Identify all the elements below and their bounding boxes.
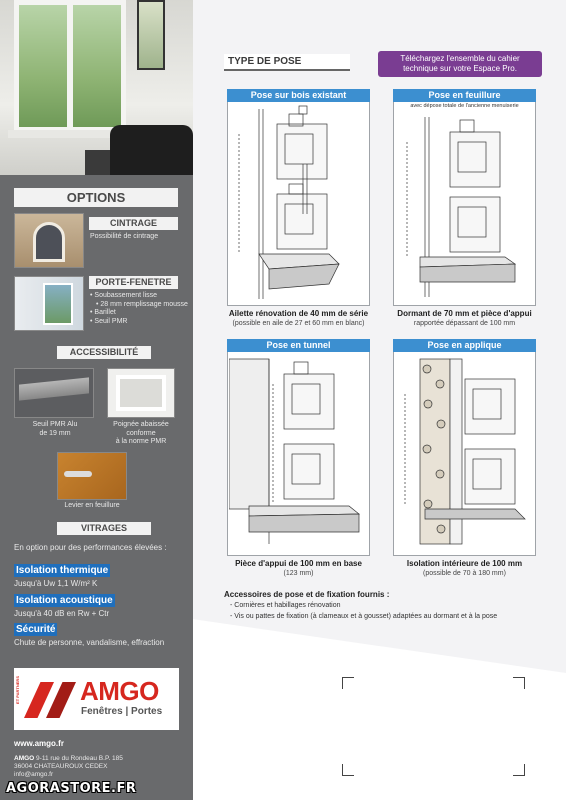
accessories-line: - Cornières et habillages rénovation	[230, 602, 341, 609]
panel-caption: Dormant de 70 mm et pièce d'appui rapportée dépassant de 100 mm	[397, 309, 532, 327]
poignee-photo	[107, 368, 175, 418]
crop-mark	[513, 764, 525, 776]
website-link[interactable]: www.amgo.fr	[14, 739, 64, 748]
accessories-title: Accessoires de pose et de fixation fournis :	[224, 590, 390, 599]
crop-mark	[342, 677, 354, 689]
logo-name: AMGO	[80, 676, 159, 706]
securite-label: Sécurité	[16, 624, 56, 635]
porte-fenetre-photo	[14, 276, 84, 331]
crop-mark	[342, 764, 354, 776]
address-block: AMGO 9-11 rue du Rondeau B.P. 185 36004 CHATEAUROUX CEDEX info@amgo.fr	[14, 755, 123, 778]
logo-tagline: Fenêtres | Portes	[81, 706, 163, 717]
accessibilite-title: ACCESSIBILITÉ	[57, 346, 151, 359]
panel-caption: Ailette rénovation de 40 mm de série (possible en aile de 27 et 60 mm en blanc)	[228, 309, 369, 327]
section-drawing-3	[229, 354, 368, 554]
section-drawing-4	[395, 354, 534, 554]
list-item: • Soubassement lisse	[90, 292, 188, 301]
porte-fenetre-list	[90, 292, 188, 326]
panel-caption: Isolation intérieure de 100 mm (possible de 70 à 180 mm)	[406, 559, 523, 577]
accessories-line: - Vis ou pattes de fixation (à clameaux et à gousset) adaptées au dormant et à la pose	[230, 613, 498, 620]
panel-head: Pose en applique	[393, 339, 536, 352]
section-drawing-1	[229, 104, 368, 304]
seuil-photo	[14, 368, 94, 418]
cintrage-text: Possibilité de cintrage	[90, 233, 159, 240]
vitrages-title: VITRAGES	[57, 522, 151, 535]
left-sidebar	[0, 0, 193, 800]
levier-photo	[57, 452, 127, 500]
list-item: • Barillet	[90, 309, 188, 318]
securite-value: Chute de personne, vandalisme, effraction	[14, 638, 165, 647]
panel-head: Pose en tunnel	[227, 339, 370, 352]
panel-head: Pose sur bois existant	[227, 89, 370, 102]
download-banner[interactable]: Téléchargez l'ensemble du cahier technique sur votre Espace Pro.	[378, 51, 542, 77]
cintrage-title: CINTRAGE	[89, 217, 178, 230]
amgo-logo: ET PARTNERS AMGO Fenêtres | Portes	[14, 668, 179, 730]
levier-caption: Levier en feuillure	[64, 502, 120, 509]
section-drawing-2	[395, 112, 534, 304]
seuil-caption: Seuil PMR Alu de 19 mm	[32, 421, 78, 437]
list-item: • Seuil PMR	[90, 318, 188, 327]
vitrages-intro: En option pour des performances élevées :	[14, 543, 167, 552]
type-de-pose-title: TYPE DE POSE	[224, 54, 350, 70]
watermark: AGORASTORE.FR	[6, 781, 137, 796]
isolation-acoustique-value: Jusqu'à 40 dB en Rw + Ctr	[14, 609, 110, 618]
panel-head: Pose en feuillure	[393, 89, 536, 102]
panel-subtitle: avec dépose totale de l'ancienne menuiserie	[410, 103, 519, 109]
cintrage-photo	[14, 213, 84, 268]
isolation-thermique-value: Jusqu'à Uw 1,1 W/m² K	[14, 579, 98, 588]
interior-photo	[0, 0, 193, 175]
list-item: • 28 mm remplissage mousse	[90, 301, 188, 310]
poignee-caption: Poignée abaissée conforme à la norme PMR	[113, 421, 169, 445]
panel-caption: Pièce d'appui de 100 mm en base (123 mm)	[235, 559, 362, 577]
crop-mark	[513, 677, 525, 689]
isolation-acoustique-label: Isolation acoustique	[16, 595, 113, 606]
isolation-thermique-label: Isolation thermique	[16, 565, 109, 576]
porte-fenetre-title: PORTE-FENETRE	[89, 276, 178, 289]
options-title: OPTIONS	[14, 188, 178, 207]
